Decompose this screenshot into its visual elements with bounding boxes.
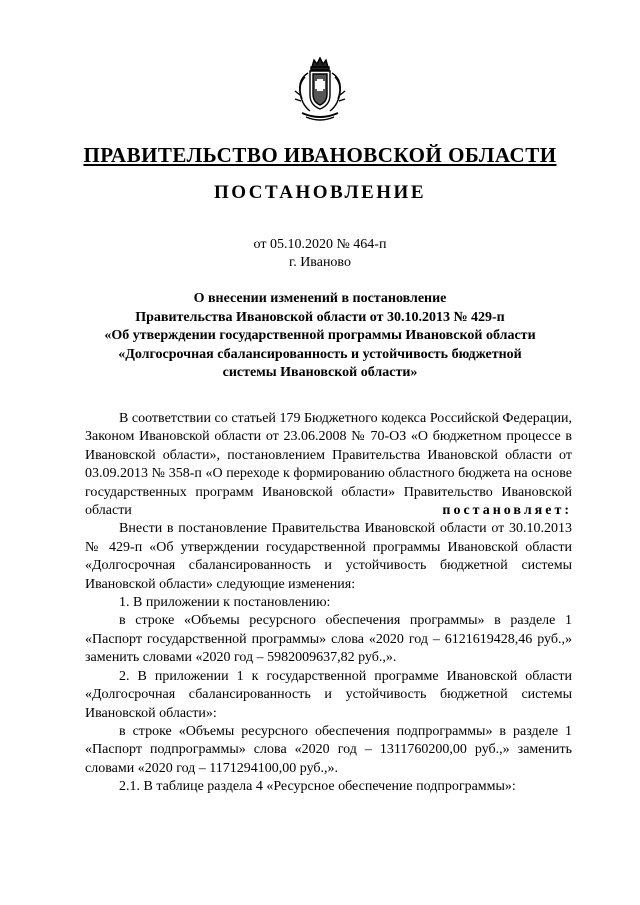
title-line-4: «Долгосрочная сбалансированность и устойчивость бюджетной bbox=[118, 346, 522, 362]
preamble-text: В соответствии со статьей 179 Бюджетного кодекса Российской Федерации, Законом Ивановской области от 23.06.2008 № 70-ОЗ «О бюджетном процессе в Ивановской области», постановлением Правительства Ивановской области от 03.09.2013 № 358-п «О переходе к формированию областного бюджета на основе государственных программ Ивановской области» Правительство Ивановской области bbox=[85, 411, 572, 519]
paragraph-item-2: 2. В приложении 1 к государственной программе Ивановской области «Долгосрочная сбалансированность и устойчивость бюджетной системы Ивановской области»: bbox=[85, 668, 572, 721]
paragraph-preamble bbox=[85, 410, 572, 520]
paragraph-item-2-1: 2.1. В таблице раздела 4 «Ресурсное обеспечение подпрограммы»: bbox=[119, 779, 516, 795]
city: г. Иваново bbox=[289, 255, 351, 270]
title-line-5: системы Ивановской области» bbox=[222, 365, 418, 380]
document-type: ПОСТАНОВЛЕНИЕ bbox=[213, 182, 427, 203]
document-title bbox=[60, 290, 580, 383]
coat-of-arms-icon bbox=[290, 55, 350, 125]
title-line-3: «Об утверждении государственной программы Ивановской области bbox=[104, 328, 536, 343]
title-line-1: О внесении изменений в постановление bbox=[193, 291, 447, 306]
date-number: от 05.10.2020 № 464-п bbox=[253, 237, 387, 252]
paragraph-amend: Внести в постановление Правительства Ивановской области от 30.10.2013 № 429-п «Об утверждении государственной программы Ивановской области «Долгосрочная сбалансированность и устойчивость бюджетной системы Ивановской области» следующие изменения: bbox=[85, 521, 572, 592]
paragraph-item-2-text: в строке «Объемы ресурсного обеспечения подпрограммы» в разделе 1 «Паспорт подпрограммы» слова «2020 год – 1311760200,00 руб.,» заменить словами «2020 год – 1171294100,00 руб.,». bbox=[85, 723, 572, 776]
date-and-place bbox=[0, 236, 640, 272]
title-line-2: Правительства Ивановской области от 30.10.2013 № 429-п bbox=[135, 309, 505, 325]
government-title: ПРАВИТЕЛЬСТВО ИВАНОВСКОЙ ОБЛАСТИ bbox=[83, 143, 557, 167]
document-body bbox=[85, 410, 572, 797]
resolves-word: постановляет: bbox=[442, 503, 572, 519]
paragraph-item-1: 1. В приложении к постановлению: bbox=[119, 595, 331, 611]
paragraph-item-1-text: в строке «Объемы ресурсного обеспечения программы» в разделе 1 «Паспорт государственной программы» слова «2020 год – 6121619428,46 руб.,» заменить словами «2020 год – 5982009637,82 руб.,». bbox=[85, 613, 572, 666]
